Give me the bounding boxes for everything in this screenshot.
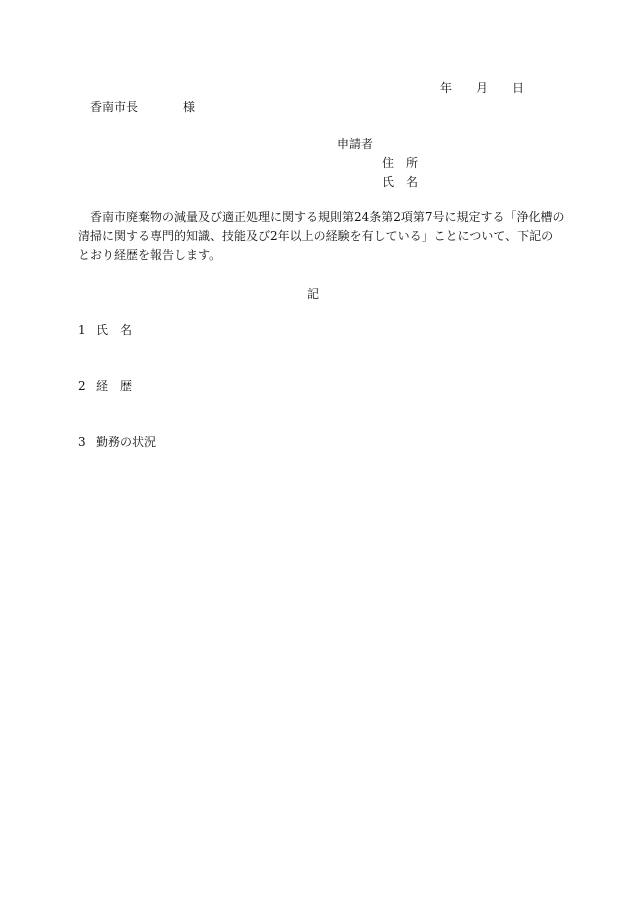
ki-heading: 記 [307, 287, 320, 301]
body-line-2: 清掃に関する専門的知識、技能及び2年以上の経験を有している」ことについて、下記の [78, 229, 554, 243]
applicant-label: 申請者 [337, 137, 374, 151]
addressee-name: 香南市長 [90, 100, 139, 114]
item-label: 経 歴 [96, 379, 133, 393]
applicant-name-label: 氏 名 [382, 175, 419, 189]
item-work-status [78, 434, 156, 450]
body-paragraph [78, 208, 565, 265]
item-number: 1 [78, 323, 86, 337]
date-month-label: 月 [476, 81, 489, 95]
item-label: 氏 名 [96, 323, 133, 337]
item-label: 勤務の状況 [96, 435, 157, 449]
body-line-3: とおり経歴を報告します。 [78, 248, 222, 262]
item-number: 3 [78, 435, 86, 449]
item-name [78, 322, 132, 338]
item-career [78, 378, 132, 394]
date-year-label: 年 [440, 81, 453, 95]
applicant-address-label: 住 所 [382, 156, 419, 170]
date-day-label: 日 [512, 81, 525, 95]
body-line-1: 香南市廃棄物の減量及び適正処理に関する規則第24条第2項第7号に規定する「浄化槽の [90, 210, 565, 224]
item-number: 2 [78, 379, 86, 393]
addressee-honorific: 様 [183, 100, 196, 114]
